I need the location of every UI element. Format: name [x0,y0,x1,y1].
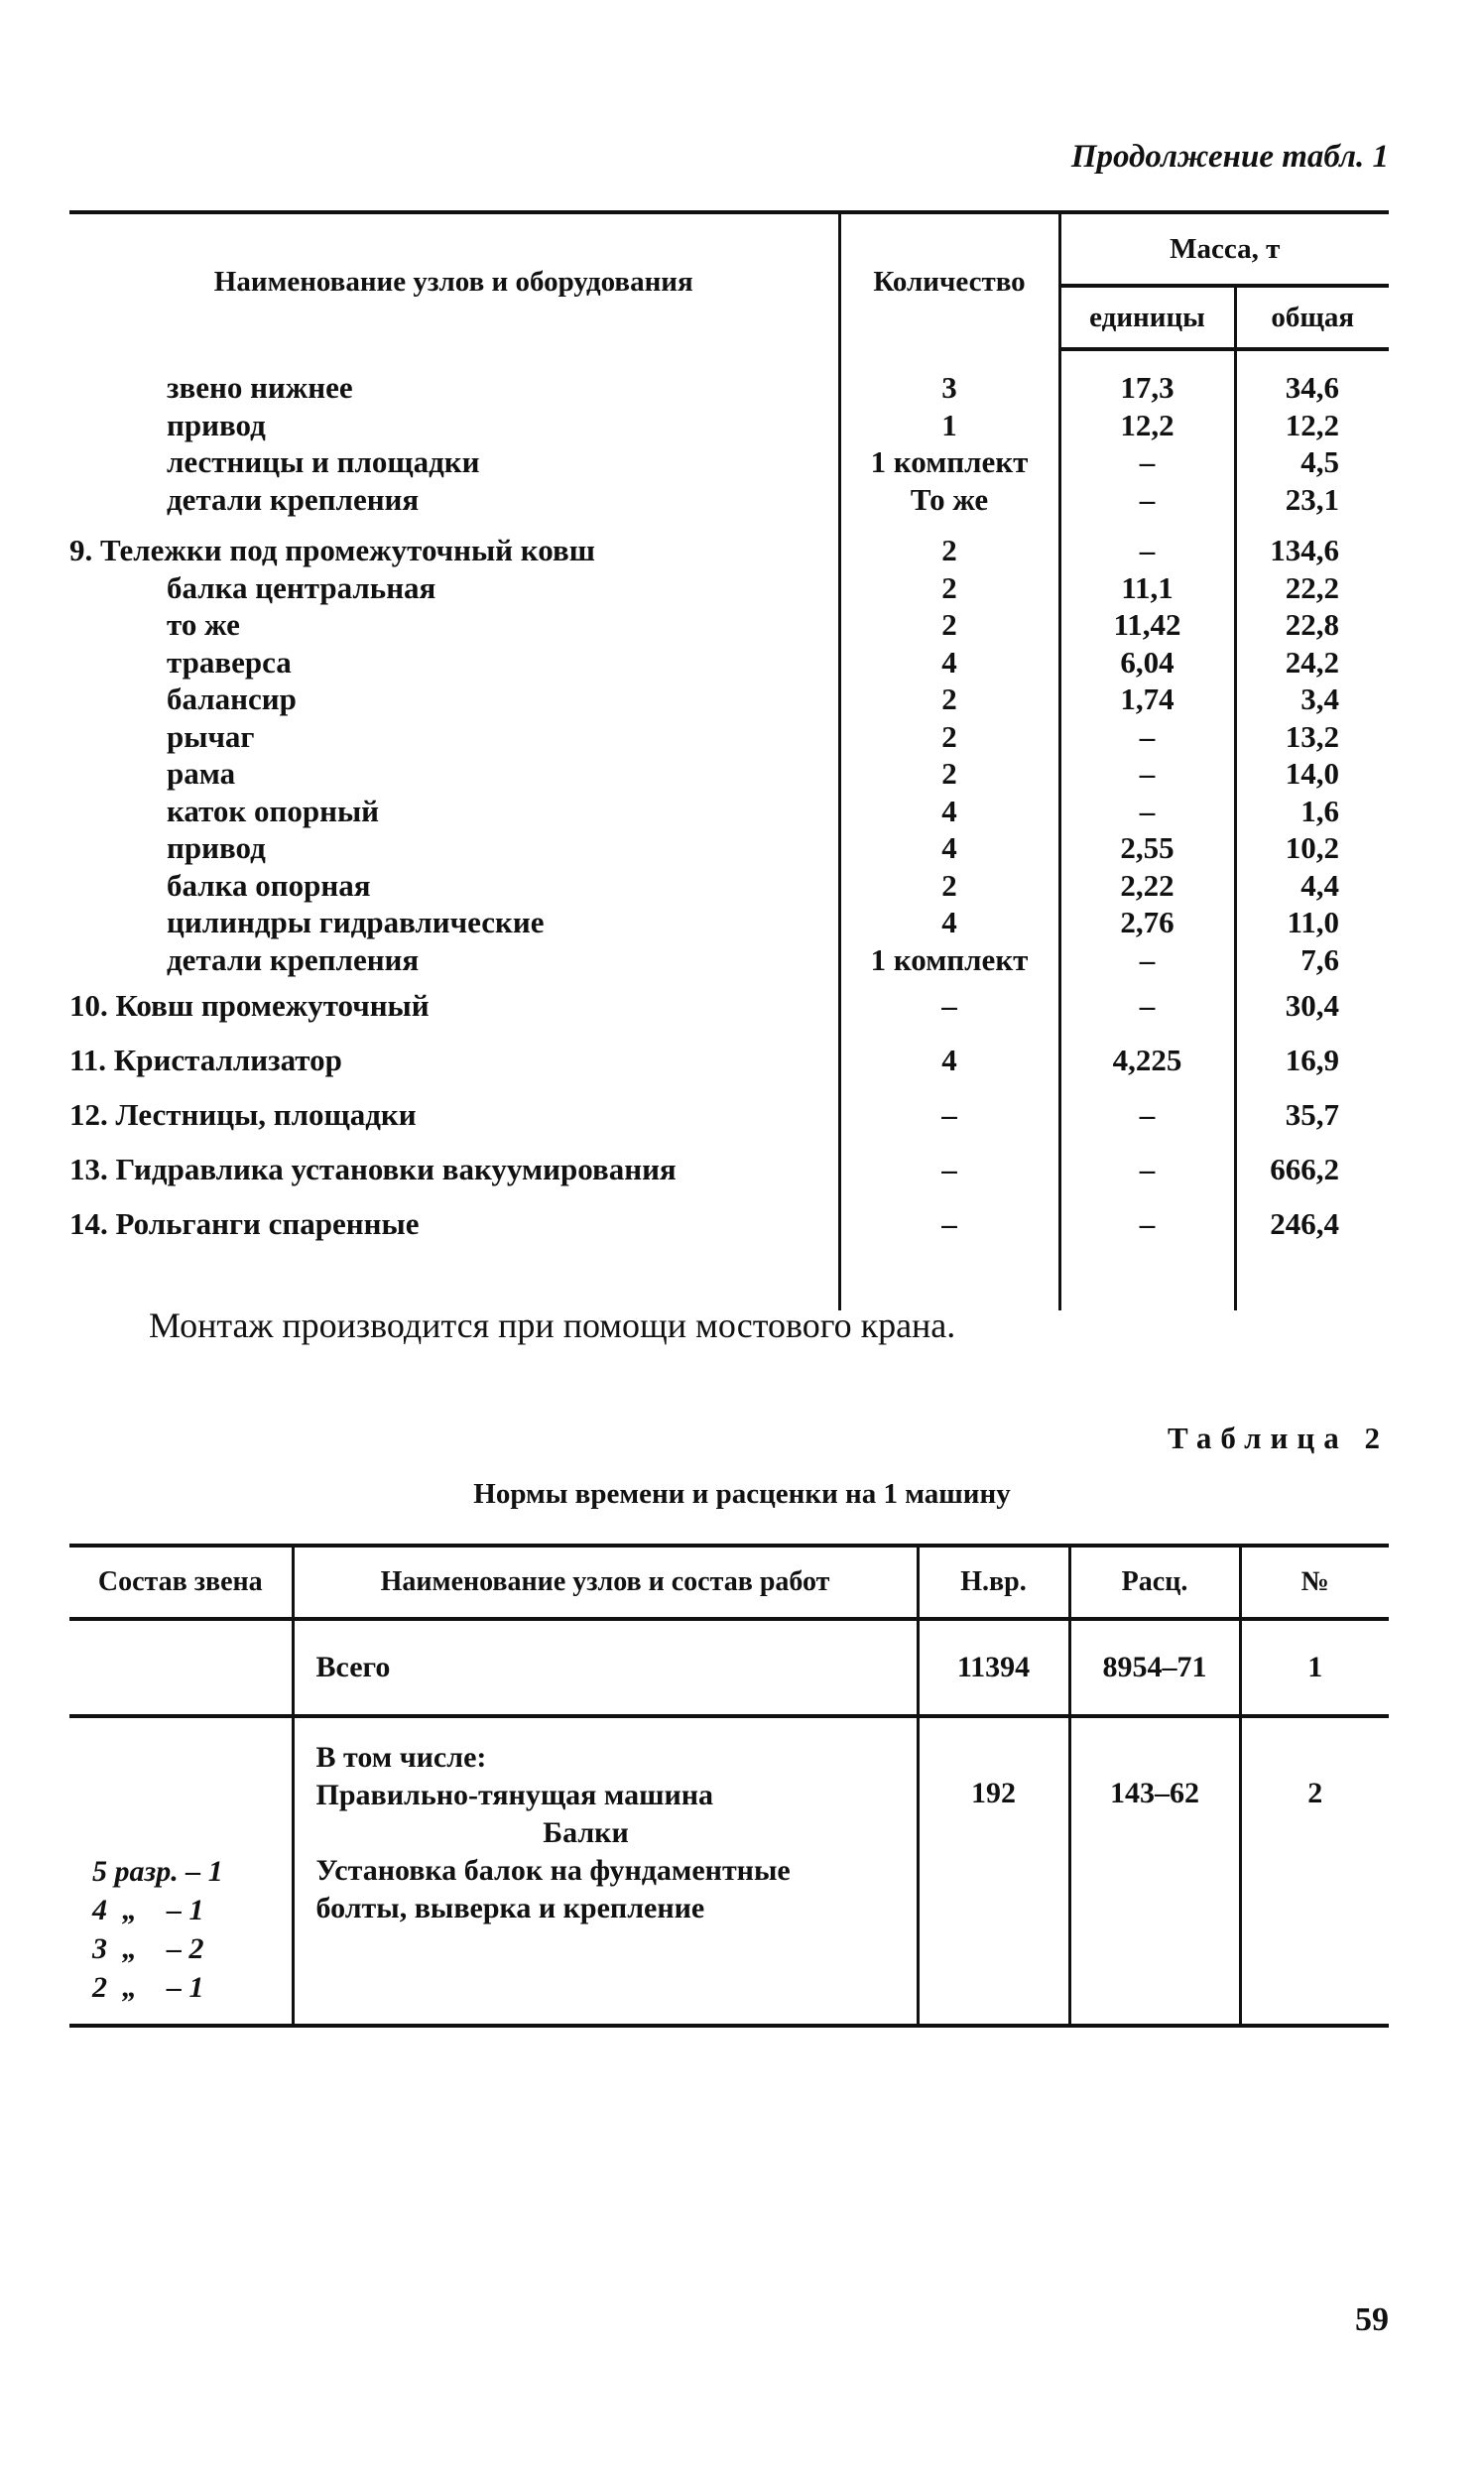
table-row [69,1033,1389,1087]
total-mass-cell: 23,1 [1285,481,1339,517]
total-mass-cell: 4,5 [1300,444,1339,480]
unit-mass-cell: 6,04 [1059,644,1235,681]
quantity-cell: 2 [839,606,1059,644]
item-name-cell: 10. Ковш промежуточный [69,978,839,1033]
quantity-cell: – [839,1142,1059,1196]
rate-value: 143–62 [1110,1777,1199,1809]
quantity-cell: То же [839,481,1059,519]
table-row [69,941,1389,979]
item-name-cell: рама [69,755,839,793]
crew-cell [69,1619,293,1716]
table-row [69,1087,1389,1142]
work-line: болты, выверка и крепление [315,1892,705,1924]
item-name-cell: траверса [69,644,839,681]
work-line: Правильно-тянущая машина [315,1779,714,1811]
total-mass-cell: 1,6 [1300,793,1339,828]
total-mass-cell: 246,4 [1270,1206,1339,1241]
quantity-cell: 1 [839,407,1059,444]
unit-mass-cell: 17,3 [1059,369,1235,407]
header-total-mass: общая [1235,286,1389,349]
mounting-note: Монтаж производится при помощи мостового крана. [149,1305,956,1345]
continuation-title: Продолжение табл. 1 [1070,139,1389,175]
norm-value: 192 [971,1777,1016,1809]
table-row [69,606,1389,644]
item-name-cell: каток опорный [69,793,839,830]
unit-mass-cell: – [1059,718,1235,756]
header-crew: Состав звена [69,1546,293,1619]
work-line: В том числе: [315,1741,487,1774]
header-unit-mass: единицы [1059,286,1235,349]
table-row [69,569,1389,607]
total-mass-cell: 13,2 [1285,718,1339,754]
header-number: № [1240,1546,1389,1619]
quantity-cell: – [839,978,1059,1033]
table-row [69,755,1389,793]
total-mass-cell: 34,6 [1285,370,1339,406]
quantity-cell: 1 комплект [839,443,1059,481]
unit-mass-cell: 2,55 [1059,829,1235,867]
table-row [69,518,1389,569]
quantity-cell: 2 [839,755,1059,793]
table-row [69,904,1389,941]
table-row [69,867,1389,905]
table2-label: Таблица 2 [1168,1421,1389,1455]
item-name-cell: лестницы и площадки [69,443,839,481]
number-cell: 1 [1240,1619,1389,1716]
total-mass-cell: 16,9 [1285,1043,1339,1077]
item-name-cell: балка опорная [69,867,839,905]
norm-cell: 11394 [918,1619,1069,1716]
unit-mass-cell: – [1059,978,1235,1033]
crew-line: 4 „ – 1 [92,1894,204,1926]
quantity-cell: – [839,1196,1059,1251]
total-mass-cell: 14,0 [1285,756,1339,792]
item-name-cell: 12. Лестницы, площадки [69,1087,839,1142]
item-name-cell: рычаг [69,718,839,756]
quantity-cell: 4 [839,1033,1059,1087]
page-number: 59 [1355,2301,1389,2338]
quantity-cell: 2 [839,867,1059,905]
table-row [69,978,1389,1033]
quantity-cell: 4 [839,829,1059,867]
table-row [69,829,1389,867]
total-mass-cell: 7,6 [1300,941,1339,977]
unit-mass-cell: – [1059,941,1235,979]
total-mass-cell: 35,7 [1285,1097,1339,1132]
unit-mass-cell: – [1059,793,1235,830]
norm-cell [918,1716,1069,2026]
header-name: Наименование узлов и оборудования [69,212,839,349]
unit-mass-cell: – [1059,755,1235,793]
unit-mass-cell: – [1059,443,1235,481]
unit-mass-cell: – [1059,518,1235,569]
item-name-cell: детали крепления [69,481,839,519]
unit-mass-cell: 2,22 [1059,867,1235,905]
table-row [69,1716,1389,2026]
total-mass-cell: 11,0 [1287,905,1339,940]
quantity-cell: 2 [839,569,1059,607]
work-name-cell [293,1716,918,2026]
quantity-cell: 4 [839,904,1059,941]
table-row [69,443,1389,481]
unit-mass-cell: – [1059,1142,1235,1196]
work-line: Установка балок на фундаментные [315,1854,791,1887]
header-qty: Количество [839,212,1059,349]
quantity-cell: 2 [839,681,1059,718]
total-mass-cell: 4,4 [1300,867,1339,903]
crew-cell [69,1716,293,2026]
work-line: Балки [543,1816,629,1849]
table-row [69,1142,1389,1196]
table-row [69,1619,1389,1716]
total-mass-cell: 22,8 [1285,607,1339,643]
quantity-cell: 2 [839,518,1059,569]
quantity-cell: 4 [839,644,1059,681]
quantity-cell: – [839,1087,1059,1142]
crew-line: 5 разр. – 1 [92,1855,223,1888]
item-name-cell: то же [69,606,839,644]
unit-mass-cell: 4,225 [1059,1033,1235,1087]
table-row [69,644,1389,681]
total-mass-cell: 3,4 [1300,681,1339,717]
quantity-cell: 2 [839,718,1059,756]
item-name-cell: 9. Тележки под промежуточный ковш [69,518,839,569]
table-tail [69,1251,1389,1310]
table-row [69,407,1389,444]
item-name-cell: балка центральная [69,569,839,607]
work-name-cell: Всего [293,1619,918,1716]
item-name-cell: детали крепления [69,941,839,979]
equipment-mass-table [69,210,1389,1310]
unit-mass-cell: 12,2 [1059,407,1235,444]
item-name-cell: балансир [69,681,839,718]
table-row [69,1196,1389,1251]
table-row [69,681,1389,718]
total-mass-cell: 22,2 [1285,569,1339,605]
time-norms-table [69,1544,1389,2028]
total-mass-cell: 10,2 [1285,830,1339,866]
table-row [69,718,1389,756]
header-norm: Н.вр. [918,1546,1069,1619]
total-mass-cell: 30,4 [1285,988,1339,1023]
header-mass: Масса, т [1059,212,1389,286]
item-name-cell: 13. Гидравлика установки вакуумирования [69,1142,839,1196]
total-mass-cell: 12,2 [1285,407,1339,442]
unit-mass-cell: – [1059,1087,1235,1142]
quantity-cell: 3 [839,369,1059,407]
unit-mass-cell: – [1059,481,1235,519]
unit-mass-cell: 11,42 [1059,606,1235,644]
item-name-cell: привод [69,829,839,867]
item-name-cell: 11. Кристаллизатор [69,1033,839,1087]
header-rate: Расц. [1069,1546,1240,1619]
table2-title: Нормы времени и расценки на 1 машину [473,1478,1011,1510]
quantity-cell: 1 комплект [839,941,1059,979]
item-name-cell: 14. Рольганги спаренные [69,1196,839,1251]
header-work-name: Наименование узлов и состав работ [293,1546,918,1619]
table-row [69,481,1389,519]
crew-line: 3 „ – 2 [92,1932,204,1965]
number-value: 2 [1307,1777,1323,1809]
rate-cell [1069,1716,1240,2026]
item-name-cell: звено нижнее [69,369,839,407]
quantity-cell: 4 [839,793,1059,830]
unit-mass-cell: 11,1 [1059,569,1235,607]
total-mass-cell: 134,6 [1270,533,1339,568]
total-mass-cell: 24,2 [1285,644,1339,680]
item-name-cell: привод [69,407,839,444]
unit-mass-cell: 1,74 [1059,681,1235,718]
number-cell [1240,1716,1389,2026]
total-mass-cell: 666,2 [1270,1152,1339,1186]
rate-cell: 8954–71 [1069,1619,1240,1716]
unit-mass-cell: 2,76 [1059,904,1235,941]
item-name-cell: цилиндры гидравлические [69,904,839,941]
crew-line: 2 „ – 1 [92,1971,204,2004]
table-row [69,793,1389,830]
table-row [69,369,1389,407]
unit-mass-cell: – [1059,1196,1235,1251]
